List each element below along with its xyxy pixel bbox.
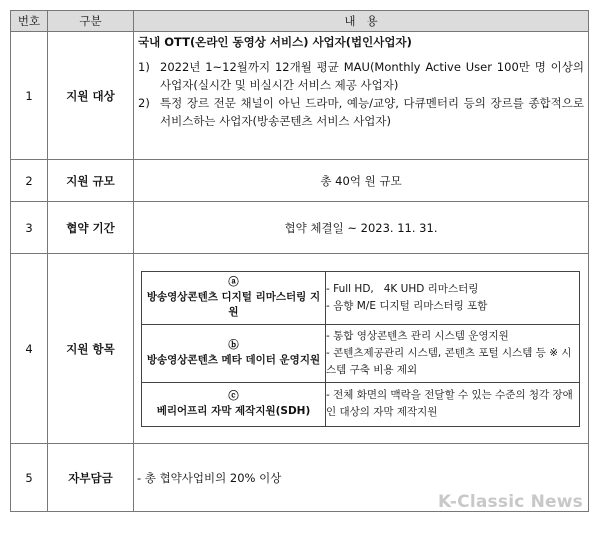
- row-content: 협약 체결일 ~ 2023. 11. 31.: [134, 202, 589, 254]
- support-item-desc: [326, 324, 580, 382]
- support-item-name-cell: [142, 382, 326, 426]
- row-category: 지원 항목: [48, 254, 134, 444]
- item-name: 베리어프리 자막 제작지원(SDH): [156, 405, 311, 417]
- desc-line: - 콘텐츠제공관리 시스템, 콘텐츠 포털 시스템 등 ※ 시스템 구축 비용 제외: [326, 346, 572, 376]
- row-content: 총 40억 원 규모: [134, 160, 589, 202]
- row-category: 지원 대상: [48, 32, 134, 160]
- row-number: 4: [11, 254, 48, 444]
- list-item-text: 특정 장르 전문 채널이 아닌 드라마, 예능/교양, 다큐멘터리 등의 장르를 종합적으로 서비스하는 사업자(방송콘텐츠 서비스 사업자): [160, 96, 584, 128]
- desc-line: - Full HD, 4K UHD 리마스터링: [326, 282, 479, 295]
- list-item-number: 1): [138, 60, 150, 74]
- desc-line: - 음향 M/E 디지털 리마스터링 포함: [326, 299, 488, 312]
- header-content: 내 용: [134, 11, 589, 32]
- table-row: [11, 160, 589, 202]
- header-category: 구분: [48, 11, 134, 32]
- support-item-name-cell: [142, 324, 326, 382]
- support-items-table: [141, 271, 580, 427]
- row-category: 협약 기간: [48, 202, 134, 254]
- watermark: K-Classic News: [438, 492, 583, 512]
- support-item-row: [142, 382, 580, 426]
- row-number: 5: [11, 444, 48, 512]
- header-num: 번호: [11, 11, 48, 32]
- table-row: [11, 254, 589, 444]
- support-item-desc: [326, 382, 580, 426]
- item-mark: ⓑ: [228, 339, 239, 351]
- target-title: 국내 OTT(온라인 동영상 서비스) 사업자(법인사업자): [138, 35, 412, 49]
- desc-line: - 통합 영상콘텐츠 관리 시스템 운영지원: [326, 329, 509, 342]
- row-category: 지원 규모: [48, 160, 134, 202]
- list-item-number: 2): [138, 96, 150, 110]
- support-item-desc: [326, 271, 580, 324]
- row-number: 3: [11, 202, 48, 254]
- support-item-name-cell: [142, 271, 326, 324]
- list-item: [138, 58, 584, 94]
- support-item-row: [142, 324, 580, 382]
- table-row: [11, 32, 589, 160]
- row-content: [134, 32, 589, 160]
- row-number: 2: [11, 160, 48, 202]
- table-header-row: [11, 11, 589, 32]
- item-name: 방송영상콘텐츠 메타 데이터 운영지원: [146, 354, 321, 366]
- item-mark: ⓐ: [228, 276, 239, 288]
- support-table: [10, 10, 589, 512]
- row-category: 자부담금: [48, 444, 134, 512]
- item-name: 방송영상콘텐츠 디지털 리마스터링 지원: [146, 291, 321, 318]
- desc-line: - 전체 화면의 맥락을 전달할 수 있는 수준의 청각 장애인 대상의 자막 제작지원: [326, 389, 573, 418]
- row-content: - 총 협약사업비의 20% 이상: [134, 444, 589, 512]
- table-row: [11, 202, 589, 254]
- list-item-text: 2022년 1~12월까지 12개월 평균 MAU(Monthly Active User 100만 명 이상의 사업자(실시간 및 비실시간 서비스 제공 사업자): [160, 60, 584, 92]
- item-mark: ⓒ: [228, 390, 239, 402]
- target-list: [134, 58, 588, 130]
- support-item-row: [142, 271, 580, 324]
- row-number: 1: [11, 32, 48, 160]
- row-content: [134, 254, 589, 444]
- list-item: [138, 94, 584, 130]
